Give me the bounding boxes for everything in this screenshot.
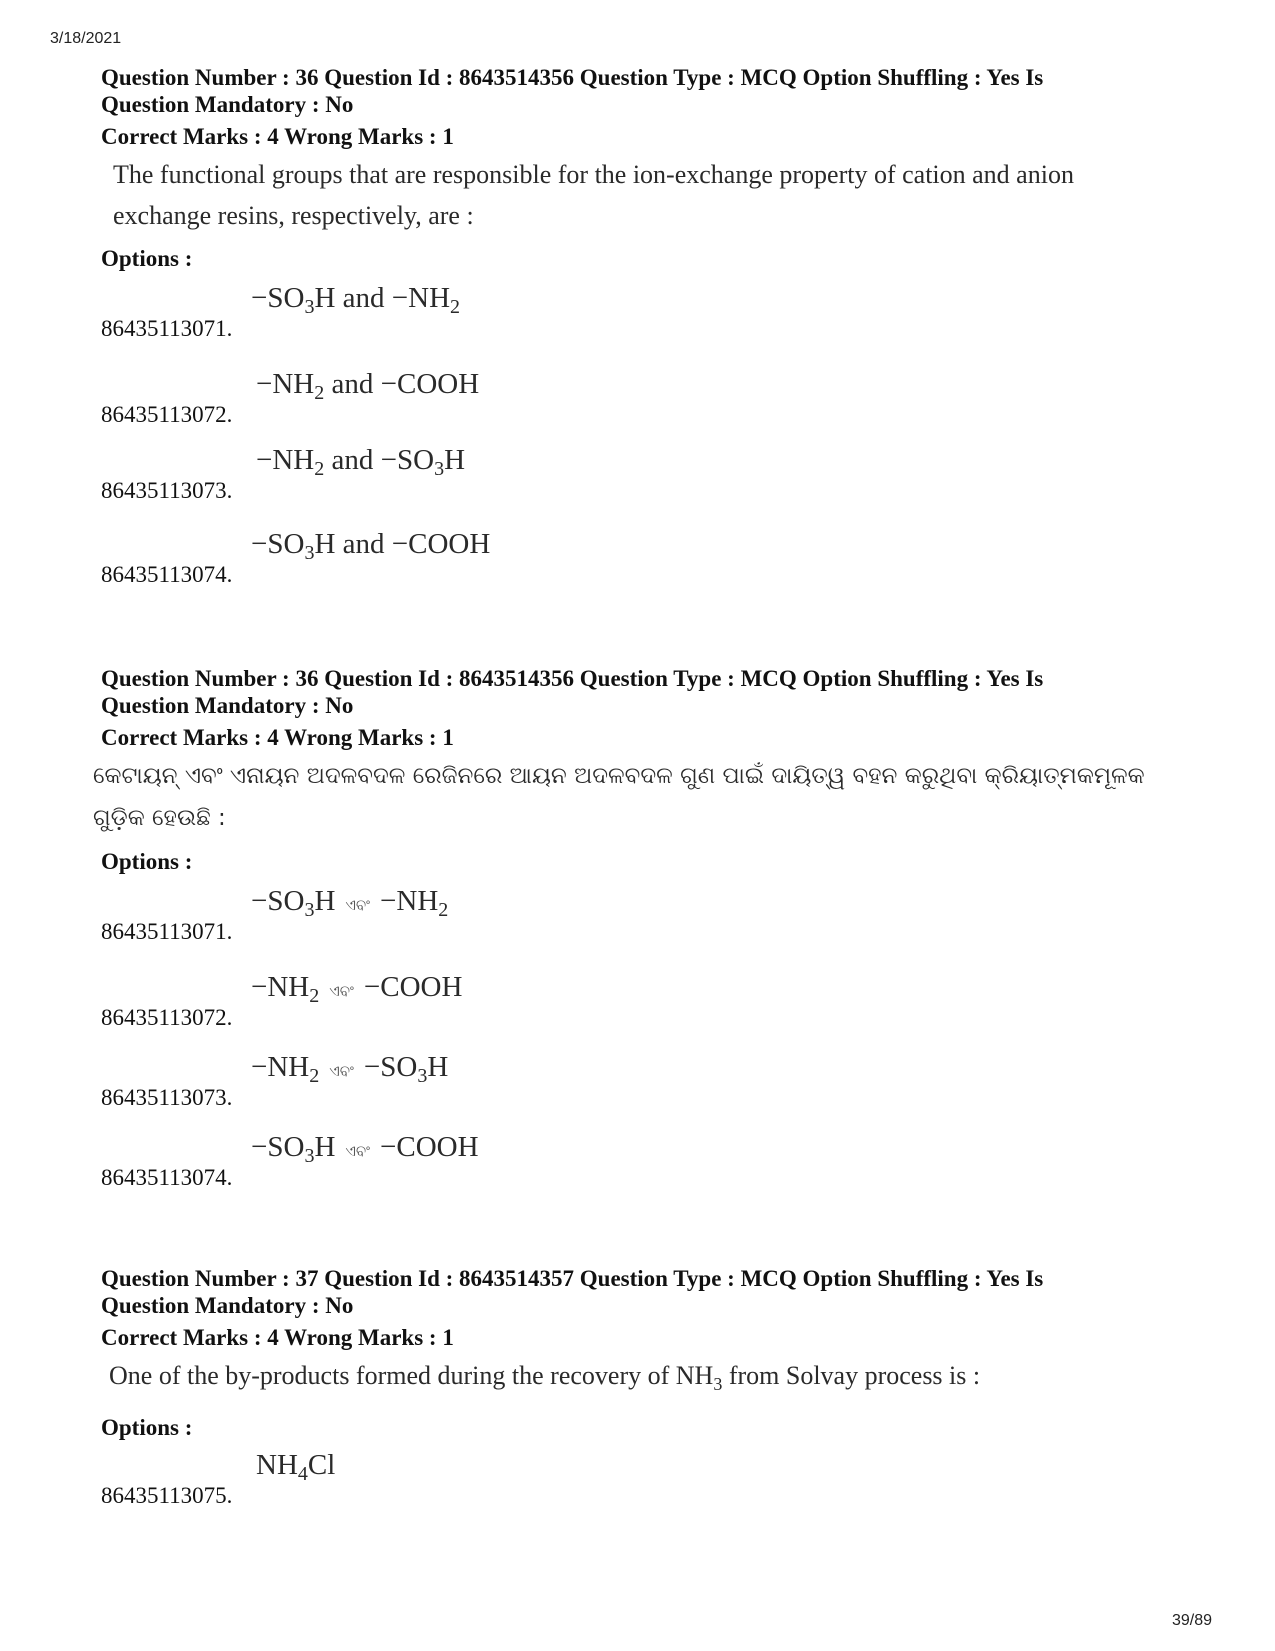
question-mandatory: Question Mandatory : No: [101, 92, 354, 117]
question-block: [101, 1265, 1231, 1509]
question-block: [93, 665, 1231, 1190]
option-formula: $-NH_2$ ଏବଂ −COOH: [251, 971, 463, 1007]
option-item: [101, 1051, 801, 1111]
option-formula: $-NH_2$ ଏବଂ $-SO_3H$: [251, 1051, 449, 1087]
option-formula: $NH_4Cl$: [256, 1449, 336, 1486]
option-item: [101, 1131, 801, 1191]
question-text: [93, 755, 1231, 839]
option-formula: $-SO_3H$ and $-NH_2$: [251, 282, 461, 318]
option-id: 86435113072.: [101, 1005, 233, 1030]
option-item: [101, 528, 801, 588]
option-item: [101, 971, 801, 1031]
option-item: [101, 885, 801, 945]
page-number: 39/89: [1172, 1612, 1213, 1629]
question-text: [113, 154, 1231, 236]
question-marks: Correct Marks : 4 Wrong Marks : 1: [101, 124, 454, 149]
question-text: One of the by-products formed during the recovery of $NH_3$ from Solvay process is :: [109, 1361, 981, 1395]
question-meta: Question Number : 36 Question Id : 8643514356 Question Type : MCQ Option Shuffling : Yes Is: [101, 666, 1044, 691]
option-item: [101, 282, 801, 342]
question-text-line: ଗୁଡ଼ିକ ହେଉଛି :: [93, 805, 226, 831]
option-id: 86435113074.: [101, 1165, 233, 1190]
question-marks: Correct Marks : 4 Wrong Marks : 1: [101, 1325, 454, 1350]
option-item: [101, 368, 801, 428]
question-text-line: The functional groups that are responsible for the ion-exchange property of cation and anion: [113, 160, 1074, 189]
print-date: 3/18/2021: [50, 30, 122, 47]
option-id: 86435113072.: [101, 402, 233, 427]
option-id: 86435113073.: [101, 478, 233, 503]
options-label: Options :: [101, 1415, 193, 1441]
question-meta: Question Number : 37 Question Id : 8643514357 Question Type : MCQ Option Shuffling : Yes Is: [101, 1266, 1044, 1291]
option-formula: $-NH_2$ and −COOH: [256, 368, 480, 404]
question-mandatory: Question Mandatory : No: [101, 693, 354, 718]
options-label: Options :: [101, 849, 193, 874]
option-id: 86435113071.: [101, 919, 233, 944]
question-meta: Question Number : 36 Question Id : 8643514356 Question Type : MCQ Option Shuffling : Yes Is: [101, 65, 1044, 90]
option-id: 86435113071.: [101, 316, 233, 341]
option-id: 86435113073.: [101, 1085, 233, 1110]
option-item: [101, 444, 801, 504]
option-formula: $-SO_3H$ and −COOH: [251, 528, 491, 564]
option-formula: $-NH_2$ and $-SO_3H$: [256, 444, 466, 480]
option-item: [101, 1449, 801, 1509]
option-formula: $-SO_3H$ ଏବଂ $-NH_2$: [251, 885, 449, 921]
question-text-line: exchange resins, respectively, are :: [113, 201, 474, 230]
option-id: 86435113075.: [101, 1483, 233, 1509]
question-mandatory: Question Mandatory : No: [101, 1293, 354, 1318]
question-marks: Correct Marks : 4 Wrong Marks : 1: [101, 725, 454, 750]
options-label: Options :: [101, 246, 193, 271]
option-formula: $-SO_3H$ ଏବଂ −COOH: [251, 1131, 479, 1167]
question-block: [101, 64, 1231, 587]
option-id: 86435113074.: [101, 562, 233, 587]
question-text-line: କେଟାୟନ୍ ଏବଂ ଏନାୟନ ଅଦଳବଦଳ ରେଜିନରେ ଆୟନ ଅଦଳବଦଳ ଗୁଣ ପାଇଁ ଦାୟିତ୍ୱ ବହନ କରୁଥିବା କ୍ରିୟାତ୍ମକମୂଳକ: [93, 763, 1145, 789]
